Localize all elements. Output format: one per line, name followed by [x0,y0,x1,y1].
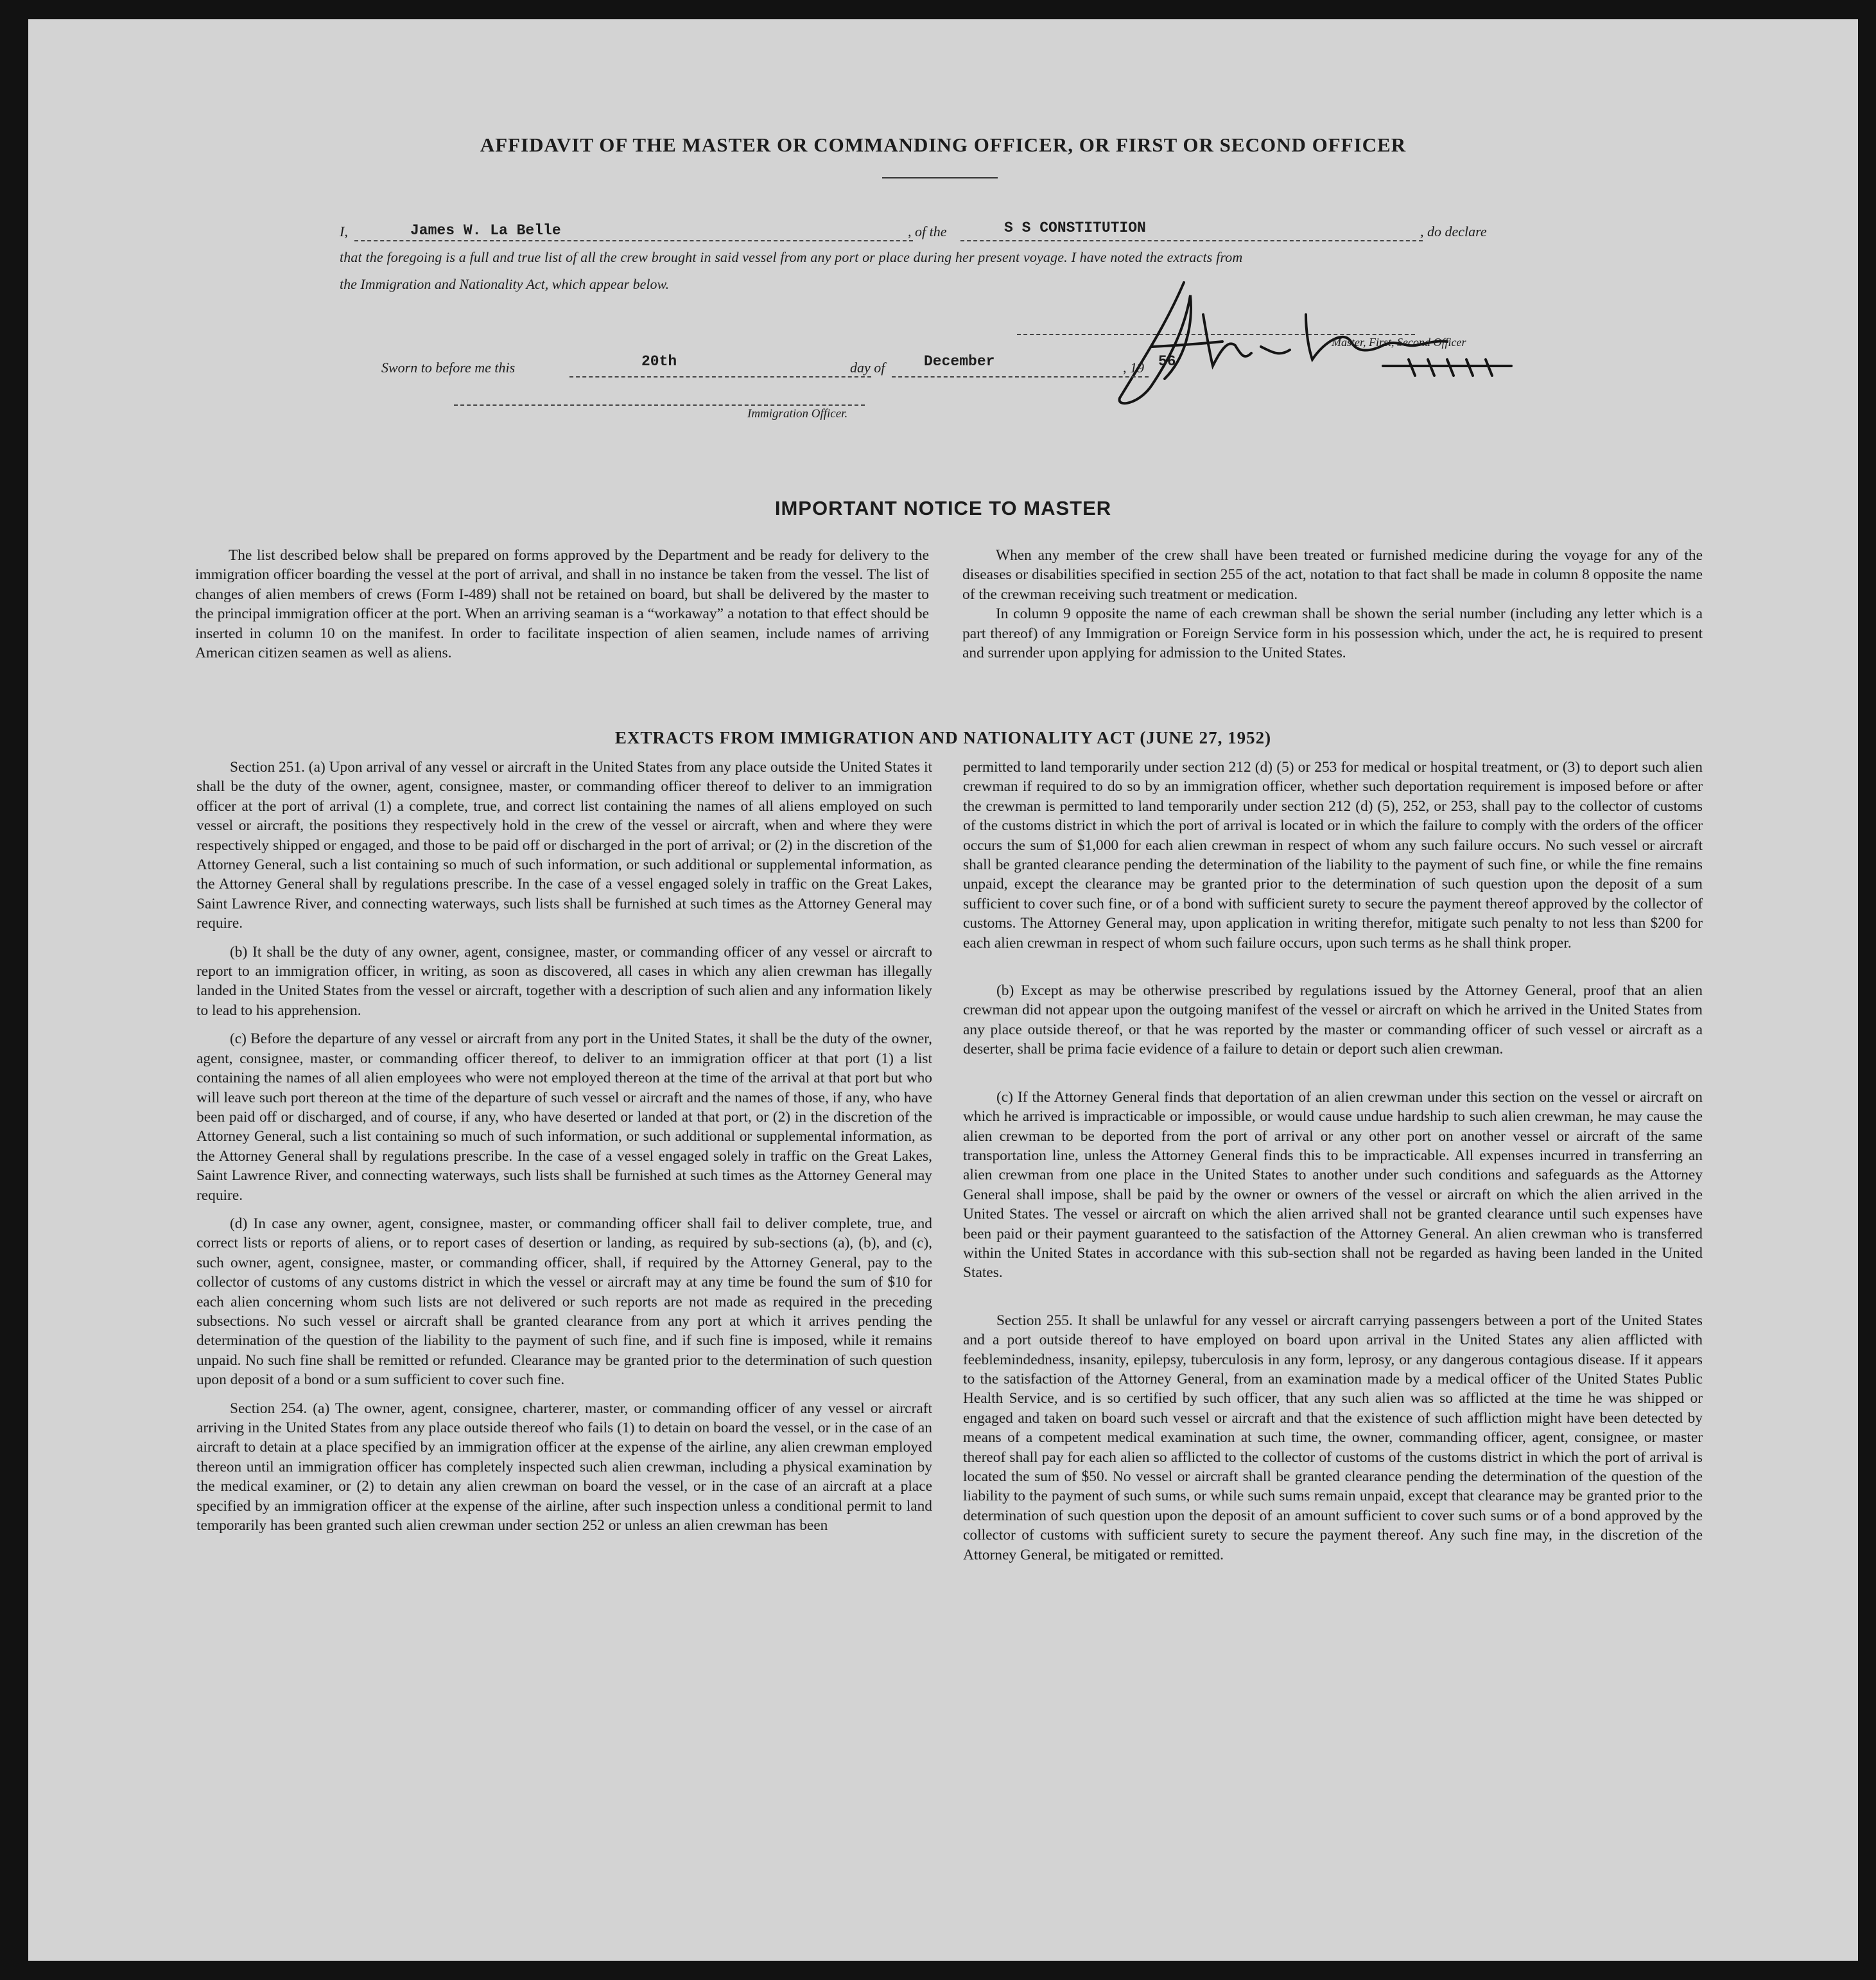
notice-right-column [962,546,1703,663]
declaration-line-3: the Immigration and Nationality Act, which appear below. [340,276,670,292]
act-paragraph: (c) If the Attorney General finds that deportation of an alien crewman under this section on the vessel or aircraft on which he arrived is impracticable or impossible, or would cause undue hardship to such alien crewman, he may cause the alien crewman to be deported from the port of arrival or any other port on another vessel or aircraft of the same transportation line, unless the Attorney General finds this to be impracticable. All expenses incurred in transferring an alien crewman from one place in the United States to another under such conditions and safeguards as the Attorney General shall impose, shall be paid by the owner or owners of the vessel or aircraft on which the alien arrived in the United States. The vessel or aircraft on which the alien arrived shall not be granted clearance until such expenses have been paid or their payment guaranteed to the satisfaction of the Attorney General. An alien crewman who is transferred within the United States in accordance with this sub-section shall not be regarded as having been landed in the United States. [963,1088,1703,1281]
notice-paragraph: When any member of the crew shall have been treated or furnished medicine during the voyage for any of the diseases or disabilities specified in section 255 of the act, notation to that fact shall be made in column 8 opposite the name of the crewman receiving such treatment or medication. [962,547,1703,603]
extracts-right-column [963,758,1703,1565]
title-underline [882,177,998,178]
signature-title: Master, First, Second Officer [1332,336,1466,349]
prefix-i: I, [340,223,348,239]
extracts-title: EXTRACTS FROM IMMIGRATION AND NATIONALITY ACT (JUNE 27, 1952) [614,728,1272,747]
sworn-year: 56 [1158,353,1176,370]
day-line [569,376,871,378]
officer-signature-line [454,404,865,406]
act-paragraph: (d) In case any owner, agent, consignee, master, or commanding officer shall fail to deliver complete, true, and correct lists or reports of aliens, or to report cases of desertion or landing, as required by sub-sections (a), (b), and (c), such owner, agent, consignee, master, or commanding officer, shall, if required by the Attorney General, pay to the collector of customs of any customs district in which the vessel or aircraft may at any time be found the sum of $10 for each alien concerning whom such lists are not delivered or such reports are not made as required in the preceding subsections. No such vessel or aircraft shall be granted clearance from any port at which it arrives pending the determination of the question of the liability to the payment of such fine, and if such fine is imposed, while it remains unpaid. No such fine shall be remitted or refunded. Clearance may be granted prior to the determination of such question upon deposit of a bond or a sum sufficient to cover such fine. [196,1215,932,1389]
day-of-label: day of [850,360,885,376]
master-name: James W. La Belle [410,222,561,239]
act-paragraph: Section 254. (a) The owner, agent, consignee, charterer, master, or commanding officer of any vessel or aircraft arriving in the United States from any place outside thereof who fails (1) to detain on board the vessel, or in the case of an aircraft to detain at a place specified by an immigration officer at the expense of the airline, any alien crewman employed thereon until an immigration officer has completely inspected such alien crewman, including a physical examination by the medical examiner, or (2) to detain any alien crewman on board the vessel, or in the case of an aircraft at a place specified by an immigration officer at the expense of the airline, after such inspection unless a conditional permit to land temporarily has been granted such alien crewman under section 252 or unless an alien crewman has been [196,1400,932,1534]
affidavit-title: AFFIDAVIT OF THE MASTER OR COMMANDING OFFICER, OR FIRST OR SECOND OFFICER [480,134,1407,156]
declaration-line-2: that the foregoing is a full and true list of all the crew brought in said vessel from any port or place during her present voyage. I have noted the extracts from [340,249,1243,265]
act-paragraph: (b) Except as may be otherwise prescribed by regulations issued by the Attorney General, proof that an alien crewman did not appear upon the outgoing manifest of the vessel or aircraft on which he arrived in the United States from any place outside thereof, or that he was reported by the master or commanding officer of such vessel or aircraft as a deserter, shall be prima facie evidence of a failure to detain or deport such alien crewman. [963,982,1703,1058]
document-page [28,19,1858,1961]
act-paragraph: (b) It shall be the duty of any owner, agent, consignee, master, or commanding officer of any vessel or aircraft to report to an immigration officer, in writing, as soon as discovered, all cases in which any alien crewman has illegally landed in the United States from the vessel or aircraft, together with a description of such alien and any information likely to lead to his apprehension. [196,943,932,1019]
notice-title: IMPORTANT NOTICE TO MASTER [774,497,1112,519]
do-declare-label: , do declare [1420,223,1487,239]
name-line [354,240,913,241]
notice-paragraph: In column 9 opposite the name of each crewman shall be shown the serial number (including any letter which is a part thereof) of any Immigration or Foreign Service form in his possession which, under the act, he is required to present and surrender upon applying for admission to the United States. [962,605,1703,662]
officer-label: Immigration Officer. [747,407,848,421]
extracts-left-column [196,758,932,1535]
act-paragraph: (c) Before the departure of any vessel or aircraft from any port in the United States, it shall be the duty of the owner, agent, consignee, master, or commanding officer thereof, to deliver to an immigration officer at that port (1) a list containing the names of all alien employees who were not employed thereon at the time of the arrival at that port but who will leave such port thereon at the time of the departure of such vessel or aircraft and the names of those, if any, who have been paid off or discharged, and of course, if any, who have deserted or landed at that port, or (2) in the discretion of the Attorney General, such a list containing so much of such information, or such additional or supplemental information, as the Attorney General shall by regulations prescribe. In the case of a vessel engaged solely in traffic on the Great Lakes, Saint Lawrence River, and connecting waterways, such lists shall be furnished at such times as the Attorney General may require. [196,1030,932,1204]
vessel-name: S S CONSTITUTION [1004,220,1146,236]
sworn-month: December [924,353,995,370]
year-prefix: , 19 [1123,360,1144,376]
of-the-label: , of the [908,223,947,239]
notice-paragraph: The list described below shall be prepared on forms approved by the Department and be ready for delivery to the immigration officer boarding the vessel at the port of arrival, and shall in no instance be taken from the vessel. The list of changes of alien members of crews (Form I-489) shall not be retained on board, but shall be delivered by the master to the principal immigration officer at the port. When an arriving seaman is a “workaway” a notation to that effect should be inserted in column 10 on the manifest. In order to facilitate inspection of alien seamen, include names of arriving American citizen seamen as well as aliens. [195,547,929,662]
sworn-label: Sworn to before me this [381,360,516,376]
act-paragraph: Section 255. It shall be unlawful for any vessel or aircraft carrying passengers between a port of the United States and a port outside thereof to have employed on board upon arrival in the United States any alien afflicted with feeblemindedness, insanity, epilepsy, tuberculosis in any form, leprosy, or any dangerous contagious disease. If it appears to the satisfaction of the Attorney General, from an examination made by a medical officer of the United States Public Health Service, and is so certified by such officer, that any such alien was so afflicted at the time he was shipped or engaged and taken on board such vessel or aircraft and that the existence of such affliction might have been detected by means of a competent medical examination at such time, the owner, commanding officer, agent, consignee, or master thereof shall pay for each alien so afflicted to the collector of customs of the customs district in which the port of arrival is located the sum of $50. No vessel or aircraft shall be granted clearance pending the determination of the question of the liability to the payment of such sums, or while such sums remain unpaid, except that clearance may be granted prior to the determination of such question upon the deposit of an amount sufficient to cover such sums or of a bond approved by the collector of customs with sufficient surety to secure the payment thereof. Any such fine may, in the discretion of the Attorney General, be mitigated or remitted. [963,1312,1703,1563]
notice-left-column [195,546,929,663]
act-paragraph: Section 251. (a) Upon arrival of any vessel or aircraft in the United States from any place outside the United States it shall be the duty of the owner, agent, consignee, master, or commanding officer thereof to deliver to an immigration officer at the port of arrival (1) a complete, true, and correct list containing the names of all aliens employed on such vessel or aircraft, the positions they respectively hold in the crew of the vessel or aircraft, when and where they were respectively shipped or engaged, and those to be paid off or discharged in the port of arrival; or (2) in the discretion of the Attorney General, such a list containing so much of such information, or such additional or supplemental information, as the Attorney General shall by regulations prescribe. In the case of a vessel engaged solely in traffic on the Great Lakes, Saint Lawrence River, and connecting waterways, such lists shall be furnished at such times as the Attorney General may require. [196,759,932,932]
vessel-line [960,240,1423,241]
month-line [892,376,1149,378]
sworn-day: 20th [641,353,677,370]
act-paragraph: permitted to land temporarily under section 212 (d) (5) or 253 for medical or hospital treatment, or (3) to deport such alien crewman if required to do so by an immigration officer, whether such deportation requirement is imposed before or after the crewman is permitted to land temporarily under section 212 (d) (5), 252, or 253, shall pay to the collector of customs of the customs district in which the port of arrival is located or in which the failure to comply with the orders of the officer occurs the sum of $1,000 for each alien crewman in respect of whom any such failure occurs. No such vessel or aircraft shall be granted clearance pending the determination of the liability to the payment of such fine, or while the fine remains unpaid, except the clearance may be granted prior to the determination of such question upon the deposit of a sum sufficient to cover such fine, or of a bond with sufficient surety to secure the payment thereof approved by the collector of customs. The Attorney General may, upon application in writing therefor, mitigate such penalty to not less than $200 for each alien crewman in respect of whom such failure occurs, upon such terms as he shall think proper. [963,759,1703,951]
